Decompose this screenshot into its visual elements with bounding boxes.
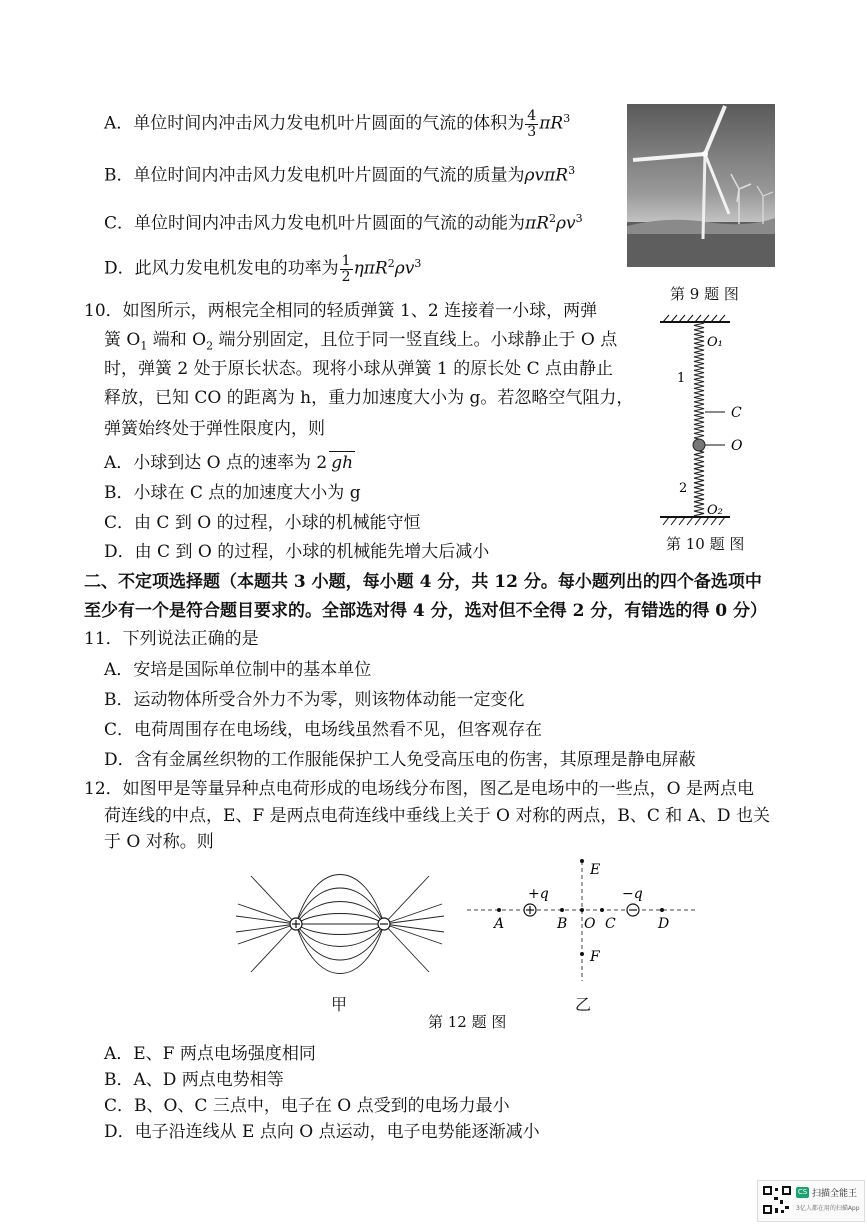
q9-option-c: C．单位时间内冲击风力发电机叶片圆面的气流的动能为$\pi R^2\rho v^3$: [104, 212, 583, 234]
q12-option-b: B．A、D 两点电势相等: [104, 1070, 284, 1090]
label-o: O: [731, 438, 743, 454]
q10-option-d: D．由 C 到 O 的过程，小球的机械能先增大后减小: [104, 542, 490, 562]
q12-option-a: A．E、F 两点电场强度相同: [104, 1044, 316, 1064]
label-b: B: [557, 916, 568, 932]
label-plus-q: +q: [528, 886, 549, 902]
field-lines-diagram: [228, 860, 446, 988]
q11-option-d: D．含有金属丝织物的工作服能保护工人免受高压电的伤害，其原理是静电屏蔽: [104, 750, 696, 770]
q10-caption: 第 10 题 图: [666, 535, 745, 553]
q10-option-b: B．小球在 C 点的加速度大小为 g: [104, 483, 361, 503]
q9-option-a: A．单位时间内冲击风力发电机叶片圆面的气流的体积为 $\frac{4}{3}$ $\pi R^3$: [104, 107, 571, 140]
q10-stem-line5: 弹簧始终处于弹性限度内，则: [104, 419, 325, 439]
spring-diagram: [655, 312, 760, 527]
q12-stem-line2: 荷连线的中点，E、F 是两点电荷连线中垂线上关于 O 对称的两点，B、C 和 A、D 也关: [104, 806, 770, 826]
camscanner-logo-icon: CS: [797, 1188, 808, 1196]
watermark-brand: 扫描全能王: [812, 1189, 858, 1199]
q11-option-b: B．运动物体所受合外力不为零，则该物体动能一定变化: [104, 690, 525, 710]
q9-option-d: D．此风力发电机发电的功率为 $\frac{1}{2}$ $\eta\pi R^2\rho v^3$: [104, 252, 422, 285]
label-c: C: [605, 916, 616, 932]
q11-option-c: C．电荷周围存在电场线，电场线虽然看不见，但客观存在: [104, 720, 543, 740]
q12-option-d: D．电子沿连线从 E 点向 O 点运动，电子电势能逐渐减小: [104, 1122, 540, 1142]
fig-label-jia: 甲: [331, 995, 348, 1014]
label-f: F: [590, 949, 600, 965]
qr-code-icon: [761, 1184, 793, 1216]
q9-option-b: B．单位时间内冲击风力发电机叶片圆面的气流的质量为ρvπR$^3$: [104, 164, 576, 186]
q12-stem-line3: 于 O 对称。则: [104, 832, 214, 852]
q11-option-a: A．安培是国际单位制中的基本单位: [104, 660, 372, 680]
q12-option-c: C．B、O、C 三点中，电子在 O 点受到的电场力最小: [104, 1096, 510, 1116]
q10-option-a: A．小球到达 O 点的速率为 2 gh: [104, 453, 354, 473]
label-o: O: [584, 916, 596, 932]
label-o2: O₂: [707, 503, 723, 518]
q10-stem-line3: 时，弹簧 2 处于原长状态。现将小球从弹簧 1 的原长处 C 点由静止: [104, 359, 614, 379]
label-c: C: [731, 405, 742, 421]
label-spring-2: 2: [679, 481, 688, 496]
q9-caption: 第 9 题 图: [670, 285, 739, 303]
charge-points-diagram: [462, 856, 702, 986]
label-minus-q: −q: [622, 886, 643, 902]
q10-option-c: C．由 C 到 O 的过程，小球的机械能守恒: [104, 513, 421, 533]
q10-stem-line4: 释放，已知 CO 的距离为 h，重力加速度大小为 g。若忽略空气阻力，: [104, 388, 634, 408]
label-d: D: [658, 916, 670, 932]
label-o1: O₁: [707, 335, 723, 350]
wind-turbine-photo: [627, 104, 775, 267]
section2-header-line2: 至少有一个是符合题目要求的。全部选对得 4 分，选对但不全得 2 分，有错选的得 0 分）: [84, 601, 767, 621]
label-e: E: [590, 862, 601, 878]
section2-header-line1: 二、不定项选择题（本题共 3 小题，每小题 4 分，共 12 分。每小题列出的四个备选项中: [84, 572, 762, 592]
scanner-watermark: [757, 1180, 865, 1222]
q10-stem-line2: 簧 $O_1$ 端和 $O_2$ 端分别固定，且位于同一竖直线上。小球静止于 O 点: [104, 330, 618, 353]
label-spring-1: 1: [677, 371, 686, 386]
watermark-subtitle: 3亿人都在用的扫描App: [796, 1205, 860, 1212]
q12-caption: 第 12 题 图: [428, 1013, 507, 1031]
q12-stem-line1: 12．如图甲是等量异种点电荷形成的电场线分布图，图乙是电场中的一些点，O 是两点电: [84, 779, 754, 799]
q10-stem-line1: 10．如图所示，两根完全相同的轻质弹簧 1、2 连接着一小球，两弹: [84, 301, 598, 321]
label-a: A: [494, 916, 505, 932]
q11-stem: 11．下列说法正确的是: [84, 629, 259, 649]
fig-label-yi: 乙: [575, 995, 592, 1014]
